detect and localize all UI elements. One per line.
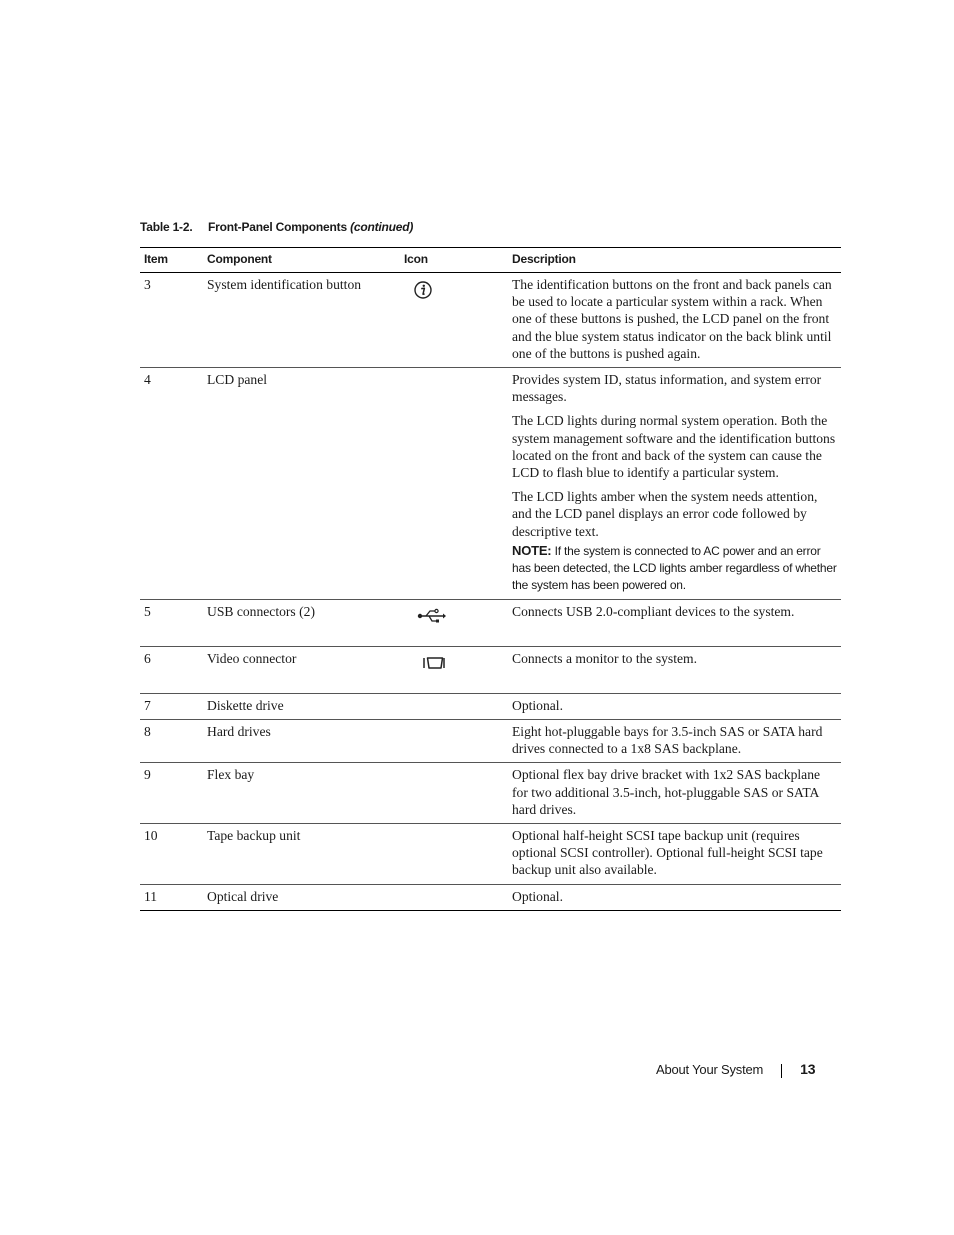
description-text: Eight hot-pluggable bays for 3.5-inch SAS or SATA hard drives connected to a 1x8 SAS backplane.	[512, 724, 823, 757]
icon-cell	[400, 884, 508, 910]
description-text: Connects USB 2.0-compliant devices to the system.	[512, 603, 795, 619]
component-name: LCD panel	[203, 368, 400, 600]
icon-cell	[400, 720, 508, 763]
icon-cell	[400, 599, 508, 646]
note-text: If the system is connected to AC power and an error has been detected, the LCD lights amber regardless of whether the system has been powered on.	[512, 543, 837, 592]
component-name: System identification button	[203, 273, 400, 368]
icon-cell	[400, 646, 508, 693]
description	[508, 273, 841, 368]
item-number: 5	[140, 599, 203, 646]
item-number: 4	[140, 368, 203, 600]
table-row	[140, 720, 841, 763]
header-item: Item	[140, 248, 203, 273]
component-name: Hard drives	[203, 720, 400, 763]
system-identification-icon	[412, 279, 434, 301]
description	[508, 763, 841, 824]
description-text: Connects a monitor to the system.	[512, 650, 698, 666]
item-number: 7	[140, 693, 203, 719]
icon-cell	[400, 693, 508, 719]
description	[508, 720, 841, 763]
component-name: Diskette drive	[203, 693, 400, 719]
icon-cell	[400, 368, 508, 600]
icon-cell	[400, 763, 508, 824]
description	[508, 884, 841, 910]
page-number: 13	[800, 1061, 816, 1077]
front-panel-components-table	[140, 247, 841, 911]
table-row	[140, 693, 841, 719]
table-title: Front-Panel Components	[208, 220, 347, 234]
table-continued: (continued)	[350, 220, 414, 234]
note	[512, 542, 837, 594]
usb-icon	[417, 608, 447, 624]
description-text: Optional half-height SCSI tape backup unit (requires optional SCSI controller). Optional full-height SCSI tape backup unit also available.	[512, 828, 823, 878]
description-text: Optional.	[512, 888, 563, 904]
icon-cell	[400, 273, 508, 368]
table-row	[140, 273, 841, 368]
description-text: The LCD lights amber when the system needs attention, and the LCD panel displays an error code followed by descriptive text.	[512, 489, 818, 539]
item-number: 8	[140, 720, 203, 763]
component-name: Flex bay	[203, 763, 400, 824]
table-header-row	[140, 248, 841, 273]
description	[508, 599, 841, 646]
description	[508, 368, 841, 600]
table-caption	[140, 220, 413, 234]
table-row	[140, 824, 841, 885]
item-number: 11	[140, 884, 203, 910]
table-row	[140, 646, 841, 693]
description-text: Optional.	[512, 697, 563, 713]
table-row	[140, 763, 841, 824]
item-number: 9	[140, 763, 203, 824]
icon-cell	[400, 824, 508, 885]
component-name: Optical drive	[203, 884, 400, 910]
component-name: USB connectors (2)	[203, 599, 400, 646]
table-row	[140, 368, 841, 600]
header-description: Description	[508, 248, 841, 273]
description-text: The LCD lights during normal system operation. Both the system management software and the identification buttons located on the front and back of the system can cause the LCD to flash blue to identify a particular system.	[512, 413, 836, 481]
table-number: Table 1-2.	[140, 220, 193, 234]
description	[508, 693, 841, 719]
footer-divider	[781, 1064, 782, 1078]
description	[508, 824, 841, 885]
footer-section-title: About Your System	[656, 1062, 764, 1077]
note-label: NOTE:	[512, 542, 552, 558]
description-text: The identification buttons on the front and back panels can be used to locate a particular system within a rack. When one of these buttons is pushed, the LCD panel on the front and the blue system status indicator on the back blink until one of the buttons is pushed again.	[512, 277, 832, 361]
header-component: Component	[203, 248, 400, 273]
description-text: Provides system ID, status information, and system error messages.	[512, 372, 822, 405]
table-row	[140, 599, 841, 646]
description	[508, 646, 841, 693]
item-number: 10	[140, 824, 203, 885]
video-connector-icon	[422, 656, 446, 670]
page-footer	[656, 1061, 815, 1078]
component-name: Video connector	[203, 646, 400, 693]
item-number: 3	[140, 273, 203, 368]
item-number: 6	[140, 646, 203, 693]
component-name: Tape backup unit	[203, 824, 400, 885]
header-icon: Icon	[400, 248, 508, 273]
table-row	[140, 884, 841, 910]
description-text: Optional flex bay drive bracket with 1x2 SAS backplane for two additional 3.5-inch, hot-pluggable SAS or SATA hard drives.	[512, 767, 821, 817]
